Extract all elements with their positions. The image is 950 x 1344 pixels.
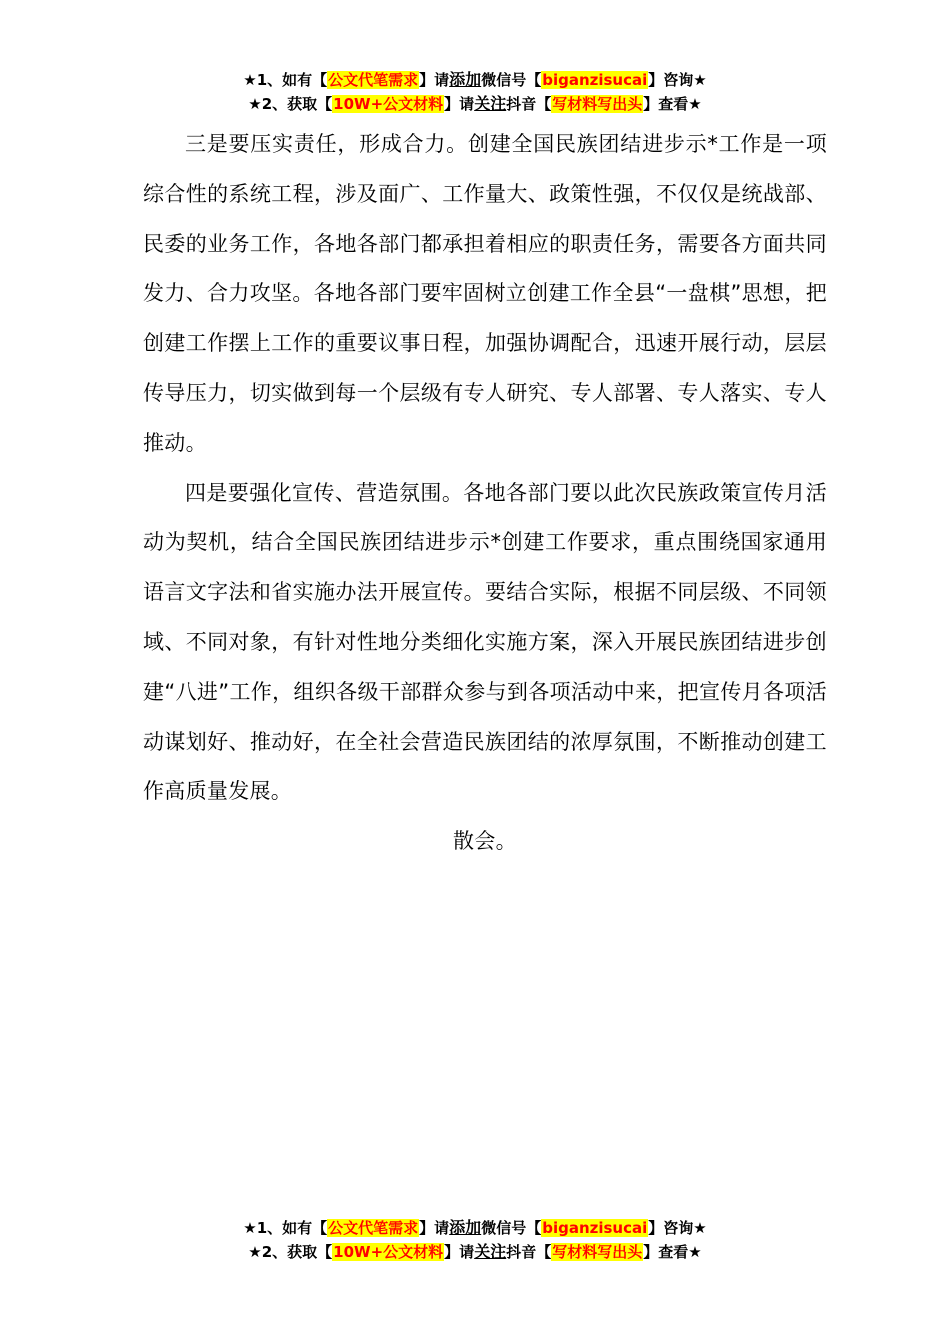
star-icon: ★ xyxy=(693,71,707,89)
closing-line: 散会。 xyxy=(453,829,517,854)
highlight-materials: 10W+公文材料 xyxy=(333,1243,444,1261)
highlight-douyin: 写材料写出头 xyxy=(552,1243,643,1261)
banner-line-2: ★2、获取【10W+公文材料】请关注抖音【写材料写出头】查看★ xyxy=(248,1242,702,1261)
highlight-service: 公文代笔需求 xyxy=(328,71,419,89)
banner-line-1: ★1、如有【公文代笔需求】请添加微信号【biganzisucai】咨询★ xyxy=(243,1218,707,1237)
paragraph-3: 三是要压实责任，形成合力。创建全国民族团结进步示*工作是一项综合性的系统工程，涉及面广、工作量大、政策性强，不仅仅是统战部、民委的业务工作，各地各部门都承担着相应的职责任务，需要各方面共同发力、合力攻坚。各地各部门要牢固树立创建工作全县“一盘棋”思想，把创建工作摆上工作的重要议事日程，加强协调配合，迅速开展行动，层层传导压力，切实做到每一个层级有专人研究、专人部署、专人落实、专人推动。 xyxy=(143,132,827,455)
star-icon: ★ xyxy=(693,1219,707,1237)
emphasis-follow: 关注 xyxy=(474,94,507,113)
header-banner xyxy=(0,68,950,116)
paragraph-4: 四是要强化宣传、营造氛围。各地各部门要以此次民族政策宣传月活动为契机，结合全国民族团结进步示*创建工作要求，重点围绕国家通用语言文字法和省实施办法开展宣传。要结合实际，根据不同层级、不同领域、不同对象，有针对性地分类细化实施方案，深入开展民族团结进步创建“八进”工作，组织各级干部群众参与到各项活动中来，把宣传月各项活动谋划好、推动好，在全社会营造民族团结的浓厚氛围，不断推动创建工作高质量发展。 xyxy=(143,480,827,804)
document-body xyxy=(143,120,827,867)
star-icon: ★ xyxy=(248,95,262,113)
highlight-wechat-id: biganzisucai xyxy=(542,1219,648,1237)
banner-line-1: ★1、如有【公文代笔需求】请添加微信号【biganzisucai】咨询★ xyxy=(243,70,707,89)
emphasis-add: 添加 xyxy=(449,1218,482,1237)
highlight-wechat-id: biganzisucai xyxy=(542,71,648,89)
emphasis-add: 添加 xyxy=(449,70,482,89)
footer-banner xyxy=(0,1216,950,1264)
star-icon: ★ xyxy=(243,71,257,89)
star-icon: ★ xyxy=(688,95,702,113)
highlight-douyin: 写材料写出头 xyxy=(552,95,643,113)
emphasis-follow: 关注 xyxy=(474,1242,507,1261)
star-icon: ★ xyxy=(688,1243,702,1261)
star-icon: ★ xyxy=(243,1219,257,1237)
star-icon: ★ xyxy=(248,1243,262,1261)
highlight-service: 公文代笔需求 xyxy=(328,1219,419,1237)
banner-line-2: ★2、获取【10W+公文材料】请关注抖音【写材料写出头】查看★ xyxy=(248,94,702,113)
highlight-materials: 10W+公文材料 xyxy=(333,95,444,113)
